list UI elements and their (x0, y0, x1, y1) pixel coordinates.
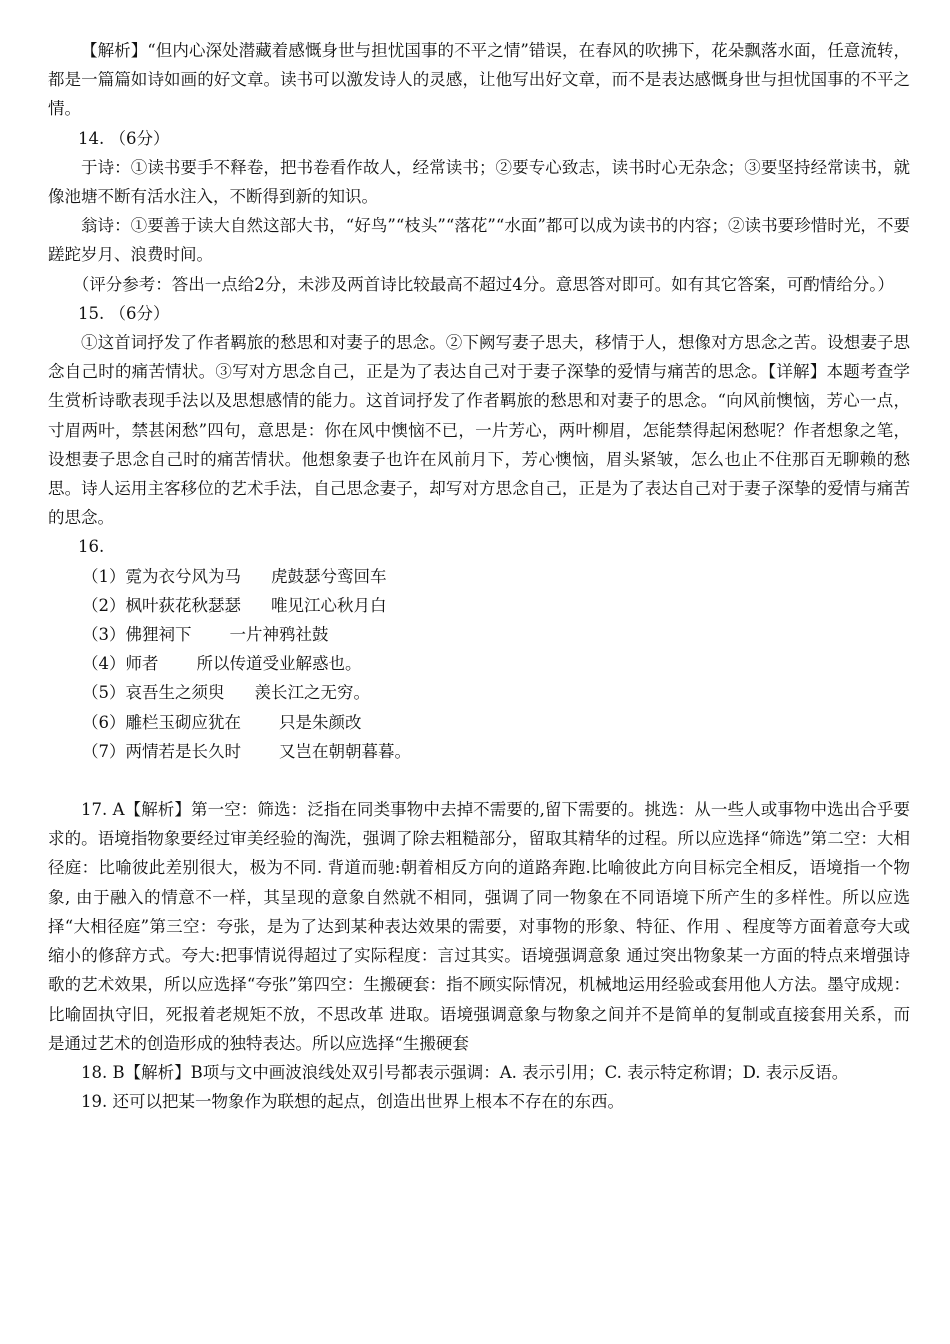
q19-answer: 19. 还可以把某一物象作为联想的起点，创造出世界上根本不存在的东西。 (81, 1092, 624, 1112)
q16-line-1: （1）霓为衣兮风为马 虎鼓瑟兮鸾回车 (82, 566, 387, 586)
q14-yu-poem-answer: 于诗：①读书要手不释卷，把书卷看作故人，经常读书；②要专心致志，读书时心无杂念；③要坚持经常读书，就像池塘不断有活水注入，不断得到新的知识。 (48, 157, 910, 207)
q14-weng-poem-answer: 翁诗：①要善于读大自然这部大书，“好鸟”“枝头”“落花”“水面”都可以成为读书的内容；②读书要珍惜时光，不要蹉跎岁月、浪费时间。 (48, 216, 910, 265)
q14-scoring-note: （评分参考：答出一点给2分，未涉及两首诗比较最高不超过4分。意思答对即可。如有其它答案，可酌情给分。） (72, 274, 894, 294)
q16-line-5: （5）哀吾生之须臾 羡长江之无穷。 (82, 683, 370, 703)
q14-heading: 14. （6分） (78, 128, 170, 148)
q16-heading: 16. (78, 537, 105, 557)
q16-line-7: （7）两情若是长久时 又岂在朝朝暮暮。 (82, 741, 411, 761)
q15-answer: ①这首词抒发了作者羁旅的愁思和对妻子的思念。②下阙写妻子思夫，移情于人，想像对方思念之苦。设想妻子思念自己时的痛苦情状。③写对方思念自己，正是为了表达自己对于妻子深挚的爱情与痛苦的思念。【详解】本题考查学生赏析诗歌表现手法以及思想感情的能力。这首词抒发了作者羁旅的愁思和对妻子的思念。“向风前懊恼，芳心一点，寸眉两叶，禁甚闲愁”四句，意思是：你在风中懊恼不已，一片芳心，两叶柳眉，怎能禁得起闲愁呢？作者想象之笔，设想妻子思念自己时的痛苦情状。他想象妻子也许在风前月下，芳心懊恼，眉头紧皱，怎么也止不住那百无聊赖的愁思。诗人运用主客移位的艺术手法，自己思念妻子，却写对方思念自己，正是为了表达自己对于妻子深挚的爱情与痛苦的思念。 (48, 333, 910, 528)
document-page (48, 36, 910, 1116)
q15-heading: 15. （6分） (78, 303, 170, 323)
q16-line-3: （3）佛狸祠下 一片神鸦社鼓 (82, 625, 329, 645)
q16-line-6: （6）雕栏玉砌应犹在 只是朱颜改 (82, 712, 362, 732)
q17-answer: 17. A【解析】第一空：筛选：泛指在同类事物中去掉不需要的,留下需要的。挑选：从一些人或事物中选出合乎要求的。语境指物象要经过审美经验的淘洗，强调了除去粗糙部分，留取其精华的过程。所以应选择“筛选”第二空：大相径庭：比喻彼此差别很大，极为不同. 背道而驰:朝着相反方向的道路奔跑.比喻彼此方向目标完全相反，语境指一个物象, 由于融入的情意不一样，其呈现的意象自然就不相同，强调了同一物象在不同语境下所产生的多样性。所以应选择“大相径庭”第三空：夸张，是为了达到某种表达效果的需要，对事物的形象、特征、作用 、程度等方面着意夸大或缩小的修辞方式。夸大:把事情说得超过了实际程度：言过其实。语境强调意象 通过突出物象某一方面的特点来增强诗歌的艺术效果，所以应选择“夸张”第四空：生搬硬套：指不顾实际情况，机械地运用经验或套用他人方法。墨守成规：比喻固执守旧，死报着老规矩不放，不思改革 进取。语境强调意象与物象之间并不是简单的复制或直接套用关系，而是通过艺术的创造形成的独特表达。所以应选择“生搬硬套 (48, 800, 910, 1053)
q16-line-4: （4）师者 所以传道受业解惑也。 (82, 654, 362, 674)
q16-line-2: （2）枫叶荻花秋瑟瑟 唯见江心秋月白 (82, 595, 387, 615)
q13-analysis: 【解析】“但内心深处潜藏着感慨身世与担忧国事的不平之情”错误，在春风的吹拂下，花朵飘落水面，任意流转，都是一篇篇如诗如画的好文章。读书可以激发诗人的灵感，让他写出好文章，而不是表达感慨身世与担忧国事的不平之情。 (48, 41, 910, 119)
blank-line (48, 766, 910, 795)
q18-answer: 18. B【解析】B项与文中画波浪线处双引号都表示强调：A. 表示引用；C. 表示特定称谓；D. 表示反语。 (81, 1062, 849, 1082)
q16-answer-list (48, 562, 910, 766)
